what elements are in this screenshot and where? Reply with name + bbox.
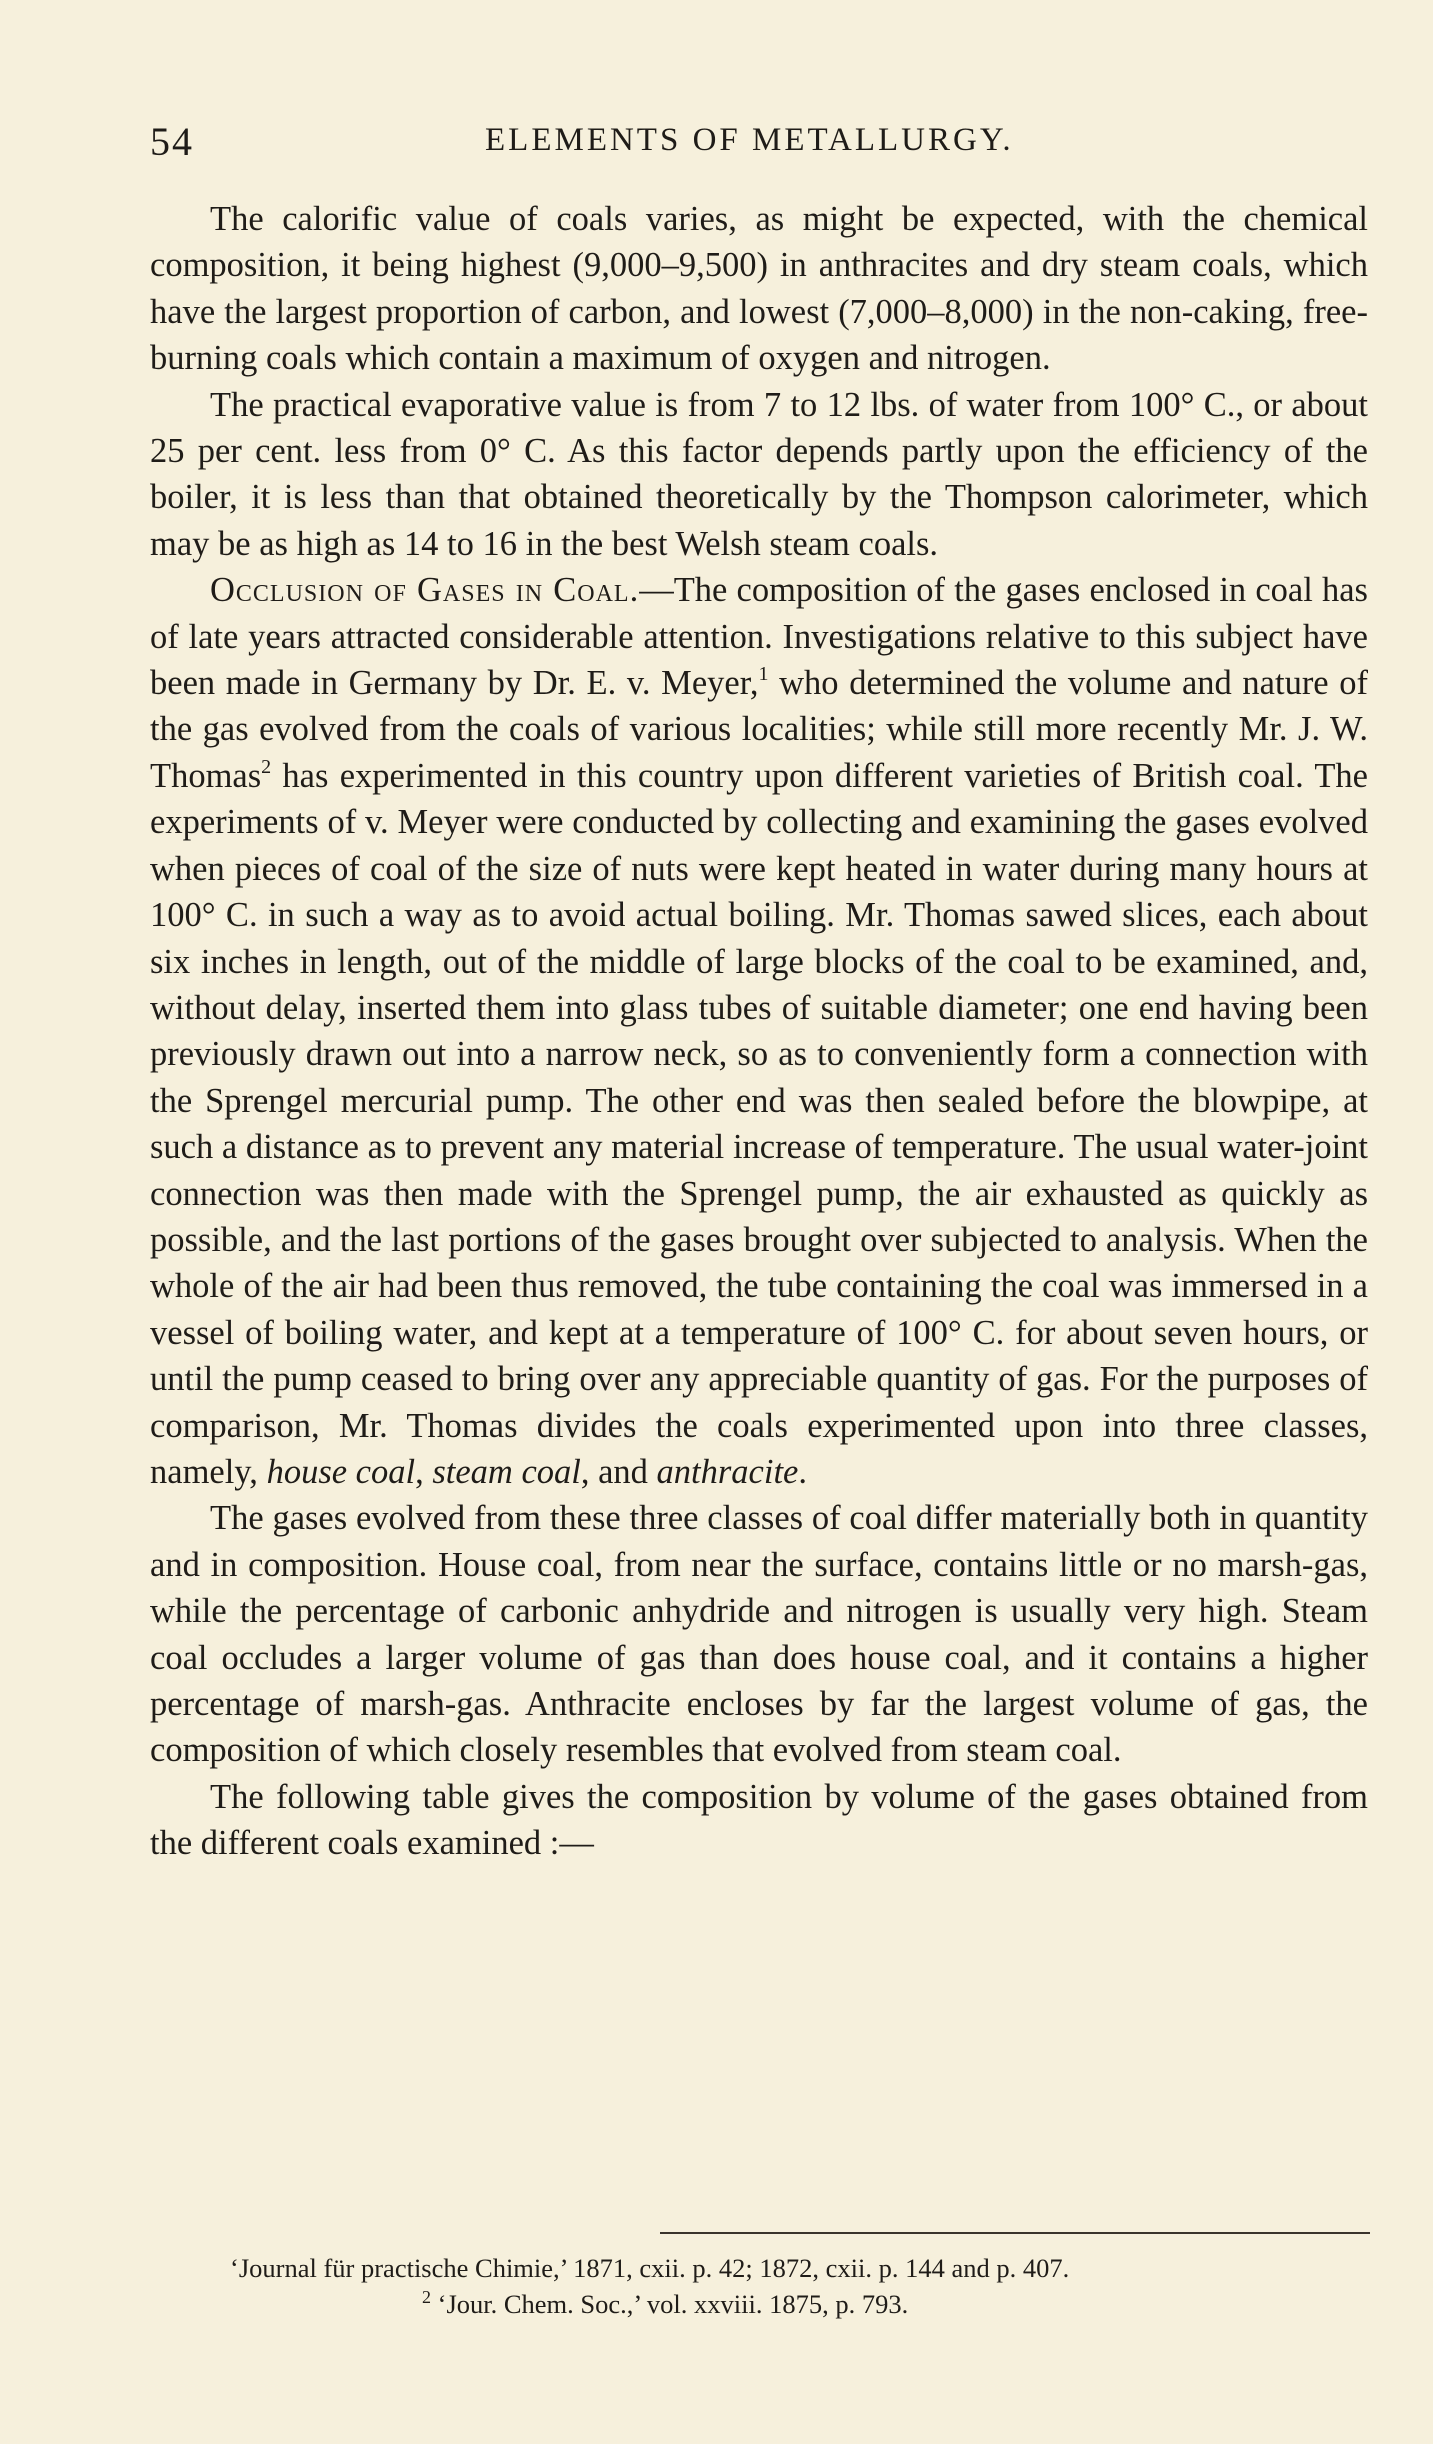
footnote-rule	[660, 2232, 1370, 2234]
paragraph-text: who determined the volume and nature of the gas evolved from the coals of various localities; while still more recently Mr. J. W. Thomas	[150, 664, 1369, 795]
paragraph-occlusion-of-gases: Occlusion of Gases in Coal.—The composition of the gases enclosed in coal has of late years attracted considerable attention. Investigations relative to this subject have been made in Germany by Dr. E. v. Meyer,$^1$ who determined the volume and nature of the gas evolved from the coals of various localities; while still more recently Mr. J. W. Thomas$^2$ has experimented in this country upon different varieties of British coal. The experiments of v. Meyer were conducted by collecting and examining the gases evolved when pieces of coal of the size of nuts were kept heated in water during many hours at 100° C. in such a way as to avoid actual boiling. Mr. Thomas sawed slices, each about six inches in length, out of the middle of large blocks of the coal to be examined, and, without delay, inserted them into glass tubes of suitable diameter; one end having been previously drawn out into a narrow neck, so as to conveniently form a connection with the Sprengel mercurial pump. The other end was then sealed before the blowpipe, at such a distance as to prevent any material increase of temperature. The usual water-joint connection was then made with the Sprengel pump, the air exhausted as quickly as possible, and the last portions of the gases brought over subjected to analysis. When the whole of the air had been thus removed, the tube containing the coal was immersed in a vessel of boiling water, and kept at a temperature of 100° C. for about seven hours, or until the pump ceased to bring over any appreciable quantity of gas. For the purposes of comparison, Mr. Thomas divides the coals experimented upon into three classes, namely, house coal, steam coal, and anthracite.	[150, 571, 1369, 1491]
paragraph-evaporative-value: The practical evaporative value is from 7 to 12 lbs. of water from 100° C., or about 25 per cent. less from 0° C. As this factor depends partly upon the efficiency of the boiler, it is less than that obtained theoretically by the Thompson calorimeter, which may be as high as 14 to 16 in the best Welsh steam coals.	[150, 385, 1368, 563]
paragraph-table-intro: The following table gives the composition by volume of the gases obtained from the different coals examined :—	[150, 1777, 1368, 1863]
body-text	[150, 196, 1368, 1867]
page-header	[150, 118, 1370, 178]
footnote-2-mark: 2	[422, 2287, 431, 2307]
footnote-reference: 2	[261, 755, 272, 778]
section-heading: Occlusion of Gases in Coal.	[210, 571, 640, 610]
coal-class-anthracite: anthracite	[656, 1452, 799, 1491]
footnote-2-text: ‘Jour. Chem. Soc.,’ vol. xxviii. 1875, p. 793.	[431, 2289, 909, 2319]
coal-class-steam: steam coal	[432, 1452, 581, 1491]
paragraph-calorific-value: The calorific value of coals varies, as might be expected, with the chemical composition, it being highest (9,000–9,500) in anthracites and dry steam coals, which have the largest proportion of carbon, and lowest (7,000–8,000) in the non-caking, free-burning coals which contain a maximum of oxygen and nitrogen.	[150, 200, 1368, 378]
footnote-1: ‘Journal für practische Chimie,’ 1871, cxii. p. 42; 1872, cxii. p. 144 and p. 407.	[230, 2253, 1070, 2283]
footnote-reference: 1	[758, 663, 769, 686]
page-number: 54	[150, 119, 194, 164]
footnote-2	[422, 2286, 908, 2322]
paragraph-gases-evolved: The gases evolved from these three classes of coal differ materially both in quantity and in composition. House coal, from near the surface, contains little or no marsh-gas, while the percentage of carbonic anhydride and nitrogen is usually very high. Steam coal occludes a larger volume of gas than does house coal, and it contains a higher percentage of marsh-gas. Anthracite encloses by far the largest volume of gas, the composition of which closely resembles that evolved from steam coal.	[150, 1499, 1368, 1770]
paragraph-text: has experimented in this country upon different varieties of British coal. The experiments of v. Meyer were conducted by collecting and examining the gases evolved when pieces of coal of the size of nuts were kept heated in water during many hours at 100° C. in such a way as to avoid actual boiling. Mr. Thomas sawed slices, each about six inches in length, out of the middle of large blocks of the coal to be examined, and, without delay, inserted them into glass tubes of suitable diameter; one end having been previously drawn out into a narrow neck, so as to conveniently form a connection with the Sprengel mercurial pump. The other end was then sealed before the blowpipe, at such a distance as to prevent any material increase of temperature. The usual water-joint connection was then made with the Sprengel pump, the air exhausted as quickly as possible, and the last portions of the gases brought over subjected to analysis. When the whole of the air had been thus removed, the tube containing the coal was immersed in a vessel of boiling water, and kept at a temperature of 100° C. for about seven hours, or until the pump ceased to bring over any appreciable quantity of gas. For the purposes of comparison, Mr. Thomas divides the coals experimented upon into three classes, namely,	[150, 756, 1368, 1491]
running-title: ELEMENTS OF METALLURGY.	[485, 122, 1014, 158]
paragraph-text: —The composition of the gases enclosed in coal has of late years attracted considerable attention. Investigations relative to this subject have been made in Germany by Dr. E. v. Meyer,	[150, 571, 1368, 703]
coal-class-house: house coal	[266, 1452, 416, 1491]
